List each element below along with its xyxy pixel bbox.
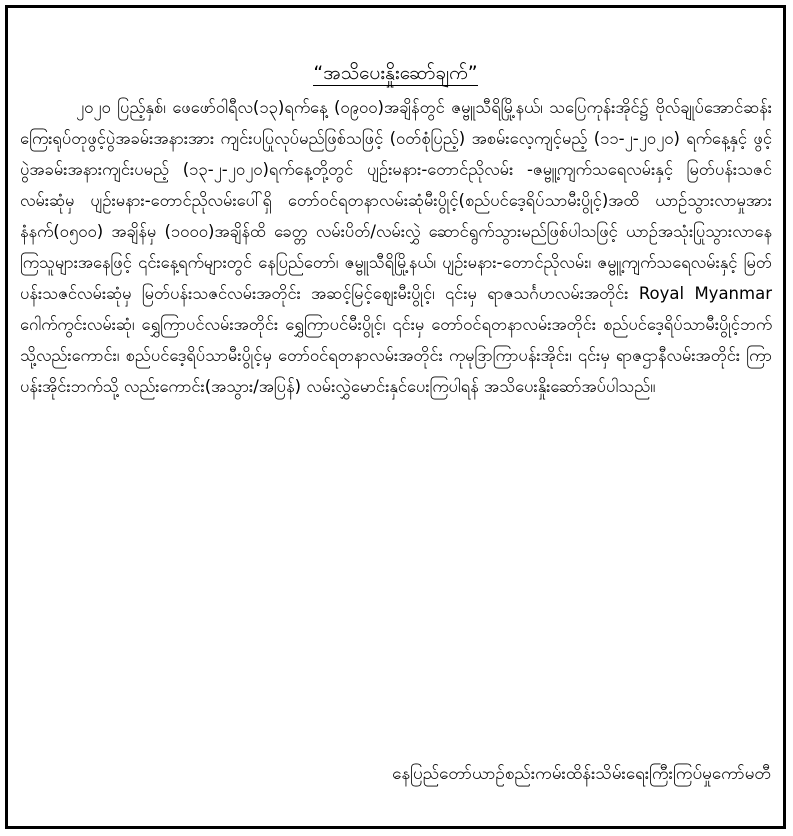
notice-signature: နေပြည်တော်ယာဉ်စည်းကမ်းထိန်းသိမ်းရေးကြီးကြပ်မှုကော်မတီ bbox=[392, 764, 771, 784]
notice-body: ၂၀၂၀ ပြည့်နှစ်၊ ဖေဖော်ဝါရီလ(၁၃)ရက်နေ့ (၀၉၀၀)အချိန်တွင် ဇမ္ဗူသီရိမြို့နယ်၊ သပြေကုန်းအိုင်၌ ဗိုလ်ချုပ်အောင်ဆန်း ကြေးရုပ်တုဖွင့်ပွဲအခမ်းအနားအား ကျင်းပပြုလုပ်မည်ဖြစ်သဖြင့် (၀တ်စုံပြည့်) အစမ်းလေ့ကျင့်မည့် (၁၁-၂-၂၀၂၀) ရက်နေ့နှင့် ဖွင့်ပွဲအခမ်းအနားကျင်းပမည့် (၁၃-၂-၂၀၂၀)ရက်နေ့တို့တွင် ပျဉ်းမနား-တောင်ညိုလမ်း -ဇမ္ဗူ့ကျက်သရေလမ်းနှင့် မြတ်ပန်းသဇင်လမ်းဆုံမှ ပျဉ်းမနား-တောင်ညိုလမ်းပေါ်ရှိ တော်ဝင်ရတနာလမ်းဆုံမီးပွိုင့်(စည်ပင်ဒေ့ရိပ်သာမီးပွိုင့်)အထိ ယာဉ်သွားလာမှုအား နံနက်(၀၅၀၀) အချိန်မှ (၁၀၀၀)အချိန်ထိ ခေတ္တ လမ်းပိတ်/လမ်းလွှဲ ဆောင်ရွက်သွားမည်ဖြစ်ပါသဖြင့် ယာဉ်အသုံးပြုသွားလာနေကြသူများအနေဖြင့် ၎င်းနေ့ရက်များတွင် နေပြည်တော်၊ ဇမ္ဗူသီရိမြို့နယ်၊ ပျဉ်းမနား-တောင်ညိုလမ်း၊ ဇမ္ဗူ့ကျက်သရေလမ်းနှင့် မြတ်ပန်းသဇင်လမ်းဆုံမှ မြတ်ပန်းသဇင်လမ်းအတိုင်း အဆင့်မြင့်ဈေးမီးပွိုင့်၊ ၎င်းမှ ရာဇသင်္ဂဟလမ်းအတိုင်း Royal Myanmar ဂေါက်ကွင်းလမ်းဆုံ၊ ရွှေကြာပင်လမ်းအတိုင်း ရွှေကြာပင်မီးပွိုင့်၊ ၎င်းမှ တော်ဝင်ရတနာလမ်းအတိုင်း စည်ပင်ဒေ့ရိပ်သာမီးပွိုင့်ဘက်သို့လည်းကောင်း၊ စည်ပင်ဒေ့ရိပ်သာမီးပွိုင့်မှ တော်ဝင်ရတနာလမ်းအတိုင်း ကုမုဒြာကြာပန်းအိုင်း၊ ၎င်းမှ ရာဇဌာနီလမ်းအတိုင်း ကြာပန်းအိုင်းဘက်သို့ လည်းကောင်း(အသွား/အပြန်) လမ်းလွှဲမောင်းနှင်ပေးကြပါရန် အသိပေးနှိုးဆော်အပ်ပါသည်။ bbox=[20, 98, 772, 396]
notice-title-text: “အသိပေးနှိုးဆော်ချက်” bbox=[313, 62, 478, 84]
notice-frame bbox=[5, 5, 786, 829]
notice-title bbox=[8, 60, 783, 86]
